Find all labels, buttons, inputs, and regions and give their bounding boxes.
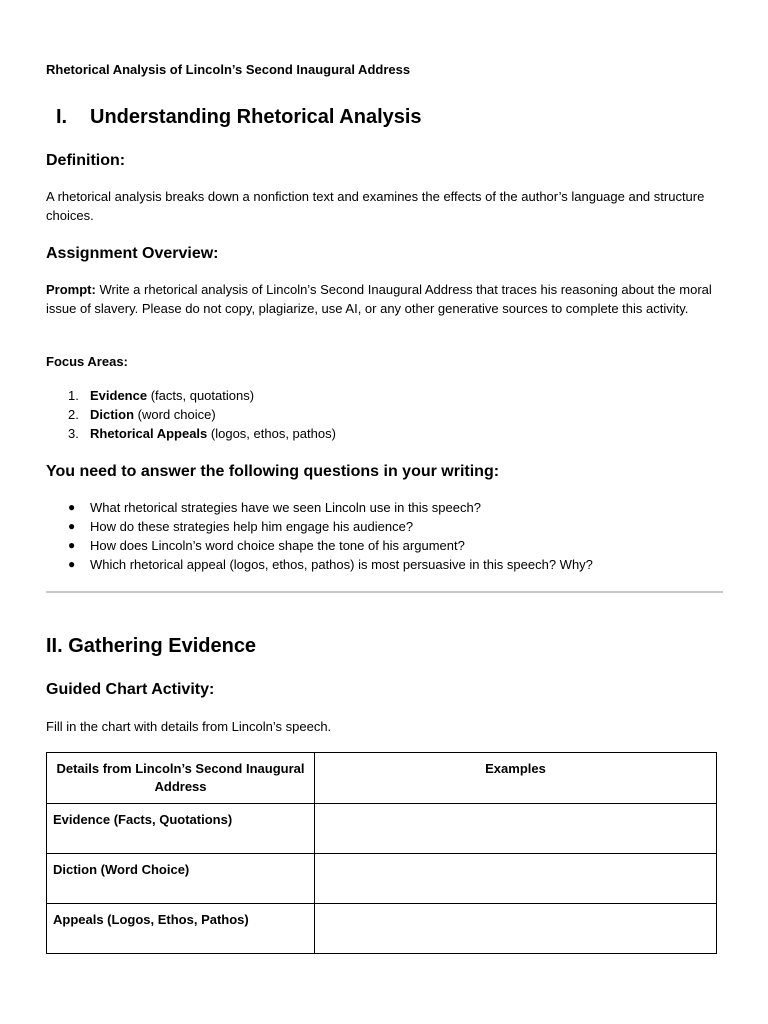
prompt-text: Write a rhetorical analysis of Lincoln’s Second Inaugural Address that traces his reasoning about the moral issue of slavery. Please do not copy, plagiarize, use AI, or any other generative sources to complete this activity.	[46, 282, 712, 316]
list-number: 2.	[68, 407, 79, 422]
table-row	[47, 804, 717, 854]
row-label: Diction (Word Choice)	[47, 854, 315, 904]
list-item	[46, 517, 593, 536]
bullet-icon: ●	[68, 519, 76, 533]
table-header-row	[47, 753, 717, 804]
table-header-details: Details from Lincoln’s Second Inaugural Address	[47, 753, 315, 804]
focus-detail: (word choice)	[134, 407, 216, 422]
questions-list	[46, 498, 593, 574]
list-number: 1.	[68, 388, 79, 403]
definition-text: A rhetorical analysis breaks down a nonfiction text and examines the effects of the author’s language and structure choices.	[46, 189, 705, 223]
example-cell[interactable]	[315, 804, 717, 854]
section-1-title: Understanding Rhetorical Analysis	[90, 106, 422, 128]
section-divider	[46, 591, 723, 593]
section-1-number: I.	[56, 106, 68, 128]
list-item	[46, 498, 593, 517]
focus-term: Evidence	[90, 388, 148, 403]
example-cell[interactable]	[315, 854, 717, 904]
list-number: 3.	[68, 426, 79, 441]
table-row	[47, 854, 717, 904]
bullet-icon: ●	[68, 538, 76, 552]
question-text: What rhetorical strategies have we seen Lincoln use in this speech?	[90, 500, 481, 515]
definition-heading: Definition:	[46, 152, 126, 169]
bullet-icon: ●	[68, 500, 76, 514]
bullet-icon: ●	[68, 557, 76, 571]
table-header-examples: Examples	[315, 753, 717, 804]
table-row	[47, 904, 717, 954]
question-text: How do these strategies help him engage his audience?	[90, 519, 414, 534]
section-1-heading	[46, 105, 422, 129]
list-item	[46, 536, 593, 555]
list-item	[46, 405, 336, 424]
list-item	[46, 386, 336, 405]
list-item	[46, 424, 336, 443]
row-label: Evidence (Facts, Quotations)	[47, 804, 315, 854]
questions-heading: You need to answer the following questions in your writing:	[46, 463, 500, 480]
focus-areas-list	[46, 386, 336, 443]
list-item	[46, 555, 593, 574]
focus-term: Diction	[90, 407, 135, 422]
focus-detail: (facts, quotations)	[147, 388, 255, 403]
question-text: Which rhetorical appeal (logos, ethos, pathos) is most persuasive in this speech? Why?	[90, 557, 593, 572]
evidence-chart-table	[46, 752, 717, 954]
focus-term: Rhetorical Appeals	[90, 426, 208, 441]
assignment-overview-heading: Assignment Overview:	[46, 245, 219, 262]
guided-chart-heading: Guided Chart Activity:	[46, 681, 215, 698]
chart-instruction: Fill in the chart with details from Lincoln’s speech.	[46, 719, 332, 734]
prompt-label: Prompt:	[46, 282, 96, 297]
row-label: Appeals (Logos, Ethos, Pathos)	[47, 904, 315, 954]
document-title: Rhetorical Analysis of Lincoln’s Second Inaugural Address	[46, 62, 411, 77]
question-text: How does Lincoln’s word choice shape the tone of his argument?	[90, 538, 465, 553]
focus-areas-heading: Focus Areas:	[46, 354, 128, 369]
prompt-paragraph	[46, 280, 736, 318]
example-cell[interactable]	[315, 904, 717, 954]
focus-detail: (logos, ethos, pathos)	[207, 426, 336, 441]
section-2-heading: II. Gathering Evidence	[46, 635, 257, 657]
